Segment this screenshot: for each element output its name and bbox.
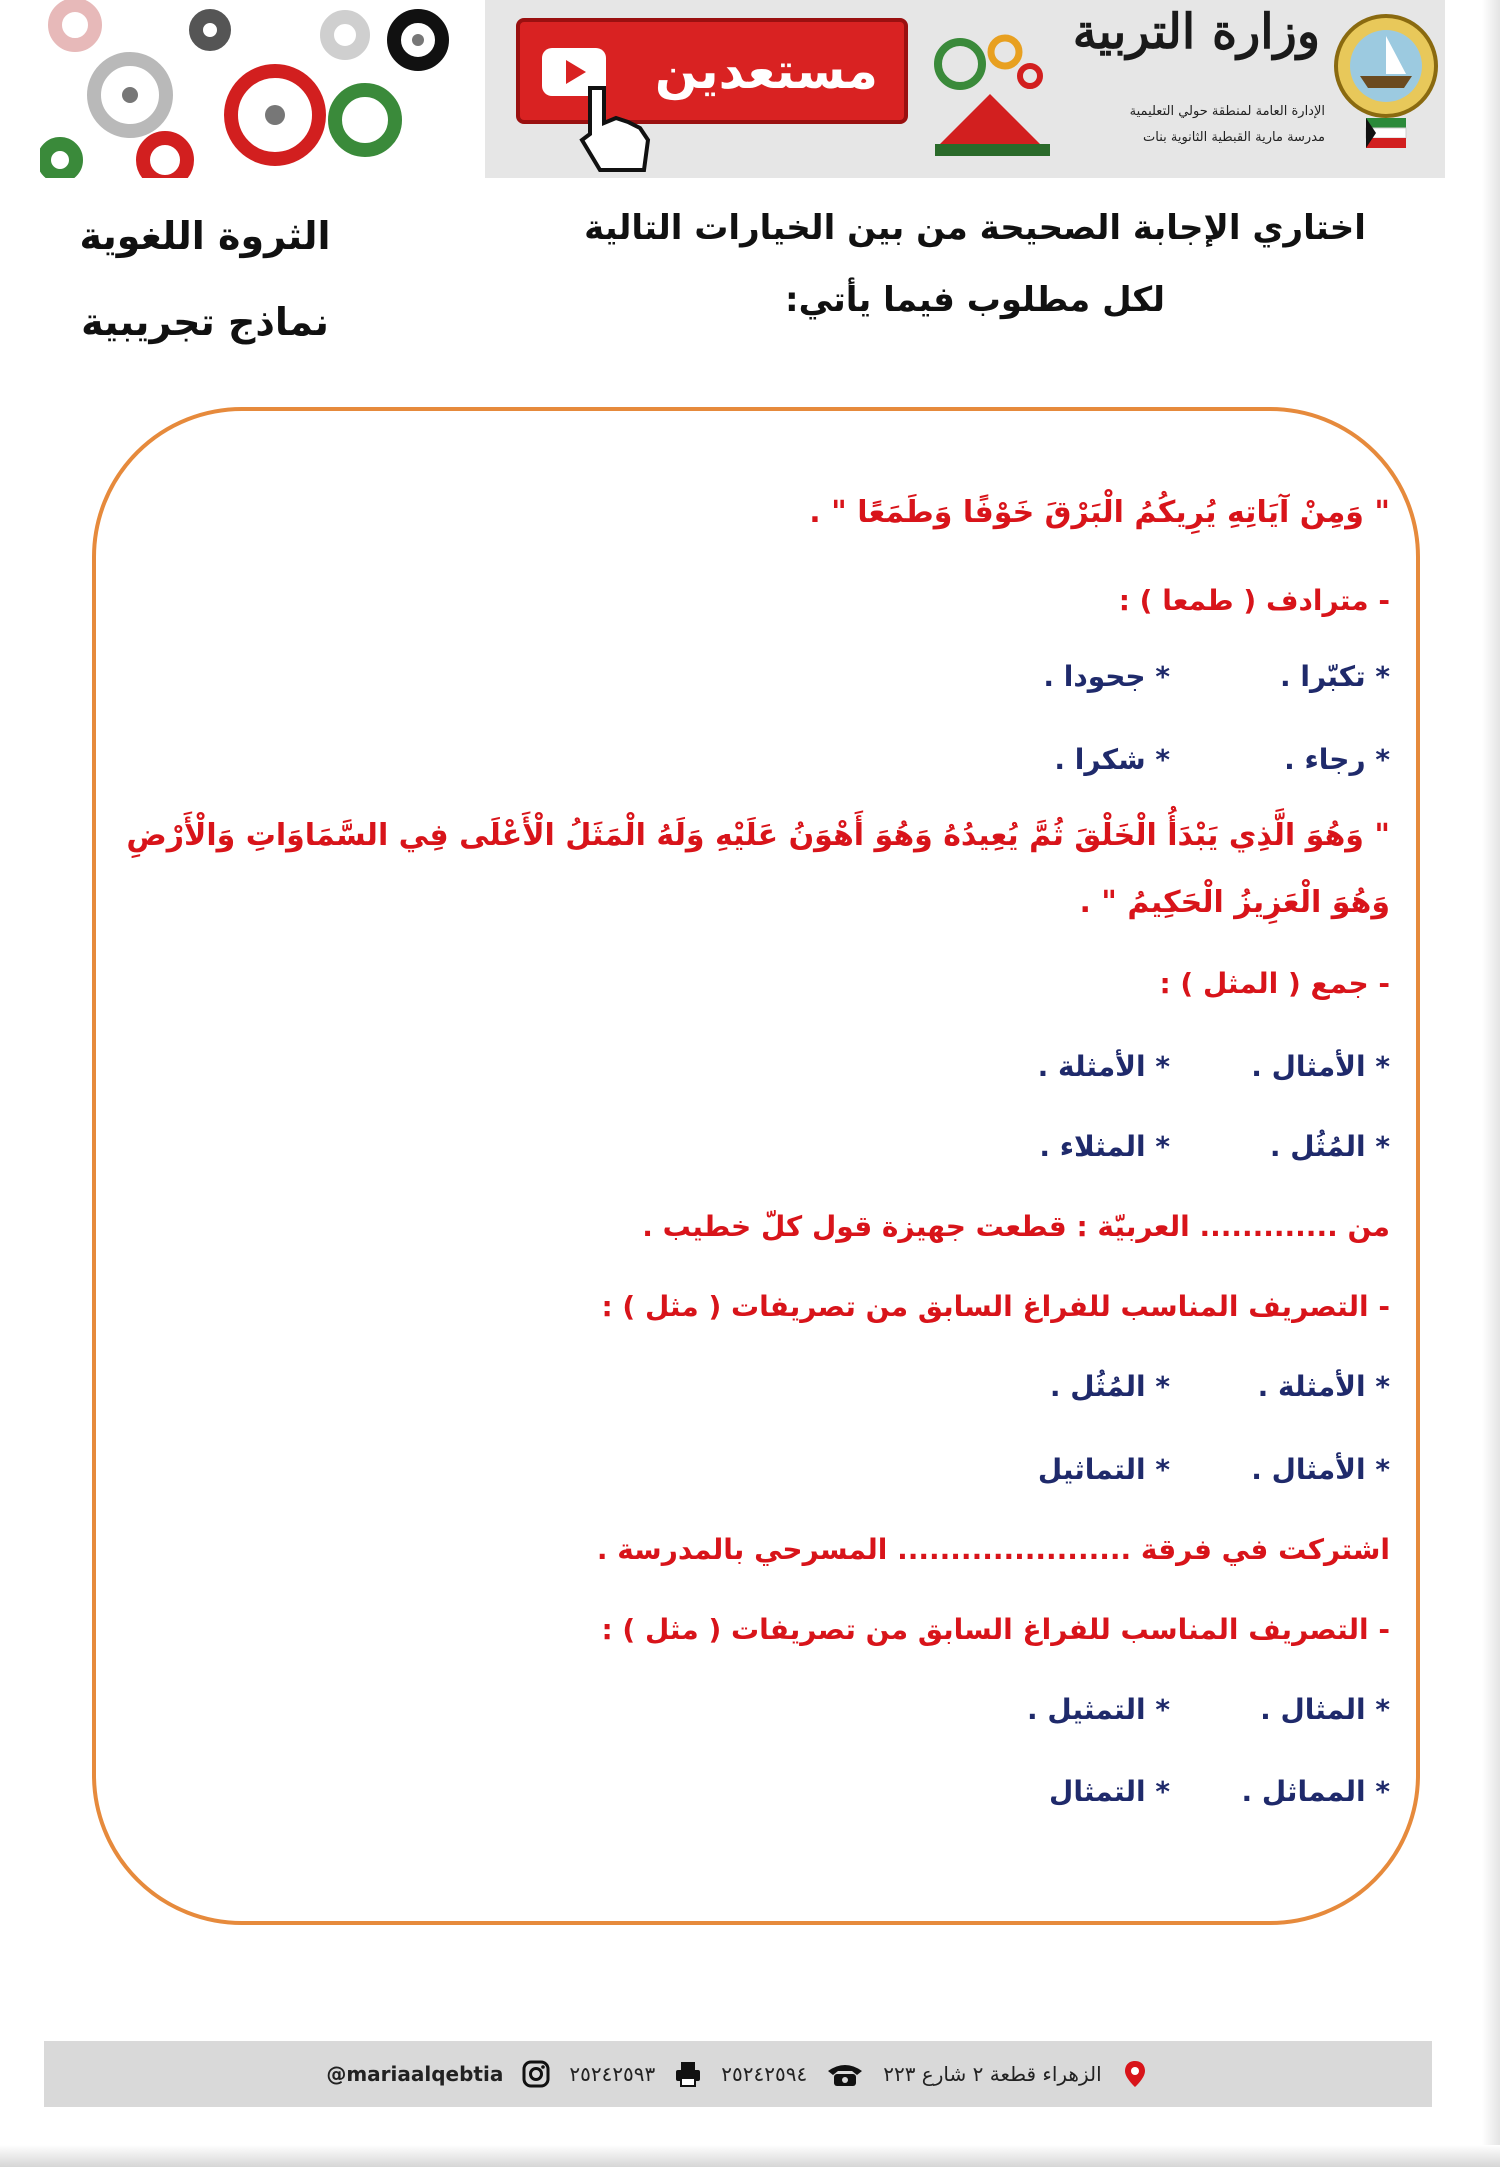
question-3-context: من ............. العربيّة : قطعت جهيزة قول كلّ خطيب . [642, 1210, 1390, 1243]
question-1-option-b[interactable]: * جحودا . [1043, 660, 1170, 693]
topic-subtitle: نماذج تجريبية [81, 300, 329, 344]
question-4-option-c[interactable]: * المماثل . [1241, 1775, 1390, 1808]
question-1-option-a[interactable]: * تكبّرا . [1279, 660, 1390, 693]
footer-contact-bar [44, 2041, 1432, 2107]
question-2-option-a[interactable]: * الأمثال . [1251, 1050, 1390, 1083]
instruction-line-2: لكل مطلوب فيما يأتي: [785, 280, 1165, 320]
question-4-context: اشتركت في فرقة ...................... المسرحي بالمدرسة . [596, 1533, 1390, 1566]
question-2-context-line-1: " وَهُوَ الَّذِي يَبْدَأُ الْخَلْقَ ثُمَّ يُعِيدُهُ وَهُوَ أَهْوَنُ عَلَيْهِ وَلَهُ الْمَثَلُ الْأَعْلَى فِي السَّمَاوَاتِ وَالْأَرْضِ [126, 818, 1390, 853]
topic-title: الثروة اللغوية [79, 214, 331, 258]
question-4-option-b[interactable]: * التمثيل . [1027, 1693, 1170, 1726]
ministry-subtitle-school: مدرسة مارية القبطية الثانوية بنات [1143, 130, 1325, 145]
ministry-emblem [1330, 6, 1442, 166]
question-3-prompt: - التصريف المناسب للفراغ السابق من تصريفات ( مثل ) : [601, 1290, 1390, 1323]
question-3-option-a[interactable]: * الأمثلة . [1257, 1370, 1390, 1403]
question-1-option-d[interactable]: * شكرا . [1054, 743, 1170, 776]
ministry-name: وزارة التربية [1072, 4, 1320, 60]
phone-number: ٢٥٢٤٢٥٩٤ [721, 2062, 808, 2086]
question-2-context-line-2: وَهُوَ الْعَزِيزُ الْحَكِيمُ " . [1079, 885, 1390, 920]
fax-number: ٢٥٢٤٢٥٩٣ [569, 2062, 656, 2086]
fax-icon [673, 2059, 703, 2089]
question-1-option-c[interactable]: * رجاء . [1284, 743, 1390, 776]
instagram-handle[interactable]: @mariaalqebtia [326, 2062, 504, 2086]
question-4-option-a[interactable]: * المثال . [1260, 1693, 1390, 1726]
question-2-option-d[interactable]: * المثلاء . [1039, 1130, 1170, 1163]
gears-illustration [40, 0, 460, 178]
question-2-option-c[interactable]: * المُثُل . [1269, 1130, 1390, 1163]
ministry-subtitle-region: الإدارة العامة لمنطقة حولي التعليمية [1129, 104, 1325, 119]
question-2-option-b[interactable]: * الأمثلة . [1037, 1050, 1170, 1083]
header-banner [40, 0, 1445, 178]
question-3-option-c[interactable]: * الأمثال . [1251, 1453, 1390, 1486]
question-4-prompt: - التصريف المناسب للفراغ السابق من تصريفات ( مثل ) : [601, 1613, 1390, 1646]
questions-frame [92, 407, 1420, 1925]
question-4-option-d[interactable]: * التمثال [1049, 1775, 1170, 1808]
instruction-line-1: اختاري الإجابة الصحيحة من بين الخيارات التالية [584, 208, 1366, 248]
location-pin-icon [1120, 2059, 1150, 2089]
question-3-option-d[interactable]: * التماثيل [1037, 1453, 1170, 1486]
instagram-icon [521, 2059, 551, 2089]
question-3-option-b[interactable]: * المُثُل . [1049, 1370, 1170, 1403]
phone-icon [825, 2059, 865, 2089]
question-2-prompt: - جمع ( المثل ) : [1159, 967, 1390, 1000]
school-logo [920, 14, 1060, 164]
page-bottom-shadow [0, 2145, 1500, 2167]
pointer-hand-icon [570, 78, 660, 178]
cta-label: مستعدين [654, 42, 878, 100]
address-text: الزهراء قطعة ٢ شارع ٢٢٣ [883, 2062, 1102, 2086]
page-edge-shadow [1482, 0, 1500, 2167]
question-1-prompt: - مترادف ( طمعا ) : [1118, 584, 1390, 617]
question-1-context: " وَمِنْ آيَاتِهِ يُرِيكُمُ الْبَرْقَ خَوْفًا وَطَمَعًا " . [809, 495, 1390, 530]
